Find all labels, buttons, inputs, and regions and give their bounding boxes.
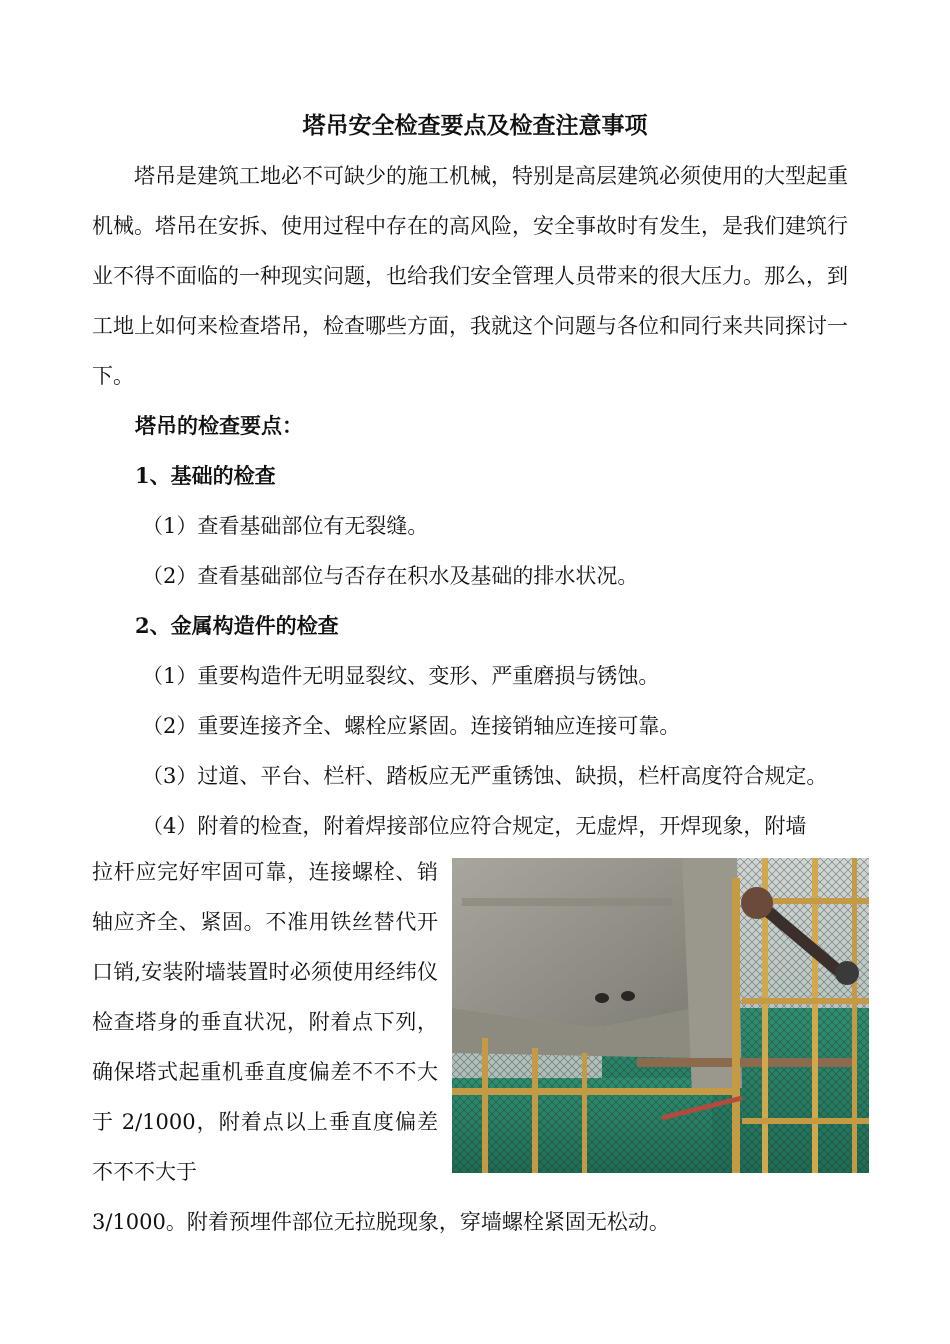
metal-item-4-last-line: 3/1000。附着预埋件部位无拉脱现象，穿墙螺栓紧固无松动。 bbox=[92, 1210, 670, 1234]
metal-item-4-wrapped-text: 拉杆应完好牢固可靠，连接螺栓、销轴应齐全、紧固。不准用铁丝替代开口销,安装附墙装置时必须使用经纬仪检查塔身的垂直状况，附着点下列，确保塔式起重机垂直度偏差不不不大于 2/1000，附着点以上垂直度偏差不不不大于 bbox=[92, 860, 438, 1184]
intro-paragraph bbox=[92, 151, 858, 401]
metal-item-2: （2）重要连接齐全、螺栓应紧固。连接销轴应连接可靠。 bbox=[142, 714, 681, 738]
heading-metal-structure: 2、金属构造件的检查 bbox=[135, 613, 339, 638]
metal-item-4-first-line: （4）附着的检查，附着焊接部位应符合规定，无虚焊，开焊现象，附墙 bbox=[142, 814, 807, 838]
section-heading: 塔吊的检查要点： bbox=[135, 413, 303, 438]
heading-foundation: 1、基础的检查 bbox=[135, 463, 276, 488]
foundation-item-2: （2）查看基础部位与否存在积水及基础的排水状况。 bbox=[142, 564, 639, 588]
wall-tie-photo bbox=[452, 858, 869, 1173]
metal-item-3: （3）过道、平台、栏杆、踏板应无严重锈蚀、缺损，栏杆高度符合规定。 bbox=[142, 764, 828, 788]
metal-item-1: （1）重要构造件无明显裂纹、变形、严重磨损与锈蚀。 bbox=[142, 664, 660, 688]
foundation-item-1: （1）查看基础部位有无裂缝。 bbox=[142, 514, 429, 538]
intro-text: 塔吊是建筑工地必不可缺少的施工机械，特别是高层建筑必须使用的大型起重机械。塔吊在安拆、使用过程中存在的高风险，安全事故时有发生，是我们建筑行业不得不面临的一种现实问题，也给我们安全管理人员带来的很大压力。那么，到工地上如何来检查塔吊，检查哪些方面，我就这个问题与各位和同行来共同探讨一下。 bbox=[92, 164, 848, 388]
document-title: 塔吊安全检查要点及检查注意事项 bbox=[302, 112, 648, 139]
